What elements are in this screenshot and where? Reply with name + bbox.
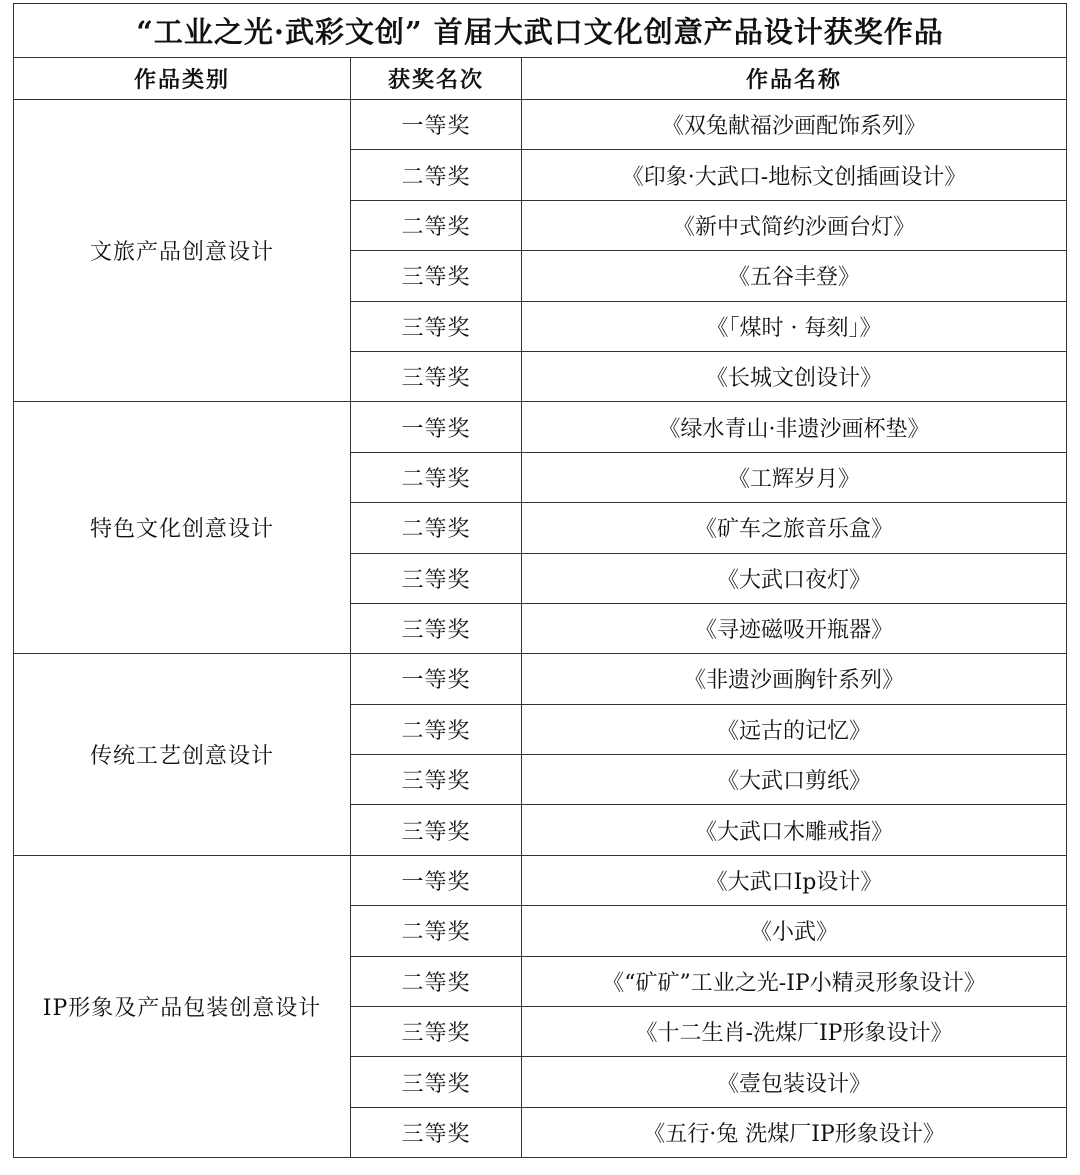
- table-row: [14, 855, 1067, 905]
- work-title-cell: 《小武》: [522, 906, 1067, 956]
- rank-cell: 三等奖: [351, 301, 522, 351]
- awards-table: [13, 3, 1067, 1158]
- rank-cell: 一等奖: [351, 402, 522, 452]
- work-title-cell: 《五行·兔 洗煤厂IP形象设计》: [522, 1107, 1067, 1157]
- awards-document: [13, 3, 1066, 1158]
- work-title-cell: 《长城文创设计》: [522, 351, 1067, 401]
- table-body: [14, 100, 1067, 1158]
- rank-cell: 二等奖: [351, 452, 522, 502]
- work-title-cell: 《「煤时 · 每刻」》: [522, 301, 1067, 351]
- work-title-cell: 《新中式简约沙画台灯》: [522, 200, 1067, 250]
- rank-cell: 二等奖: [351, 906, 522, 956]
- table-row: [14, 654, 1067, 704]
- work-title-cell: 《大武口夜灯》: [522, 553, 1067, 603]
- rank-cell: 一等奖: [351, 654, 522, 704]
- header-work: 作品名称: [522, 58, 1067, 100]
- work-title-cell: 《寻迹磁吸开瓶器》: [522, 603, 1067, 653]
- rank-cell: 一等奖: [351, 100, 522, 150]
- header-category: 作品类别: [14, 58, 351, 100]
- table-row: [14, 100, 1067, 150]
- work-title-cell: 《非遗沙画胸针系列》: [522, 654, 1067, 704]
- rank-cell: 二等奖: [351, 704, 522, 754]
- rank-cell: 三等奖: [351, 805, 522, 855]
- work-title-cell: 《大武口剪纸》: [522, 755, 1067, 805]
- work-title-cell: 《绿水青山·非遗沙画杯垫》: [522, 402, 1067, 452]
- rank-cell: 二等奖: [351, 956, 522, 1006]
- rank-cell: 二等奖: [351, 200, 522, 250]
- rank-cell: 二等奖: [351, 150, 522, 200]
- category-cell: 特色文化创意设计: [14, 402, 351, 654]
- rank-cell: 二等奖: [351, 503, 522, 553]
- rank-cell: 三等奖: [351, 1007, 522, 1057]
- rank-cell: 三等奖: [351, 1107, 522, 1157]
- work-title-cell: 《五谷丰登》: [522, 251, 1067, 301]
- category-cell: IP形象及产品包装创意设计: [14, 855, 351, 1157]
- work-title-cell: 《印象·大武口-地标文创插画设计》: [522, 150, 1067, 200]
- rank-cell: 三等奖: [351, 553, 522, 603]
- work-title-cell: 《工辉岁月》: [522, 452, 1067, 502]
- work-title-cell: 《十二生肖-洗煤厂IP形象设计》: [522, 1007, 1067, 1057]
- rank-cell: 一等奖: [351, 855, 522, 905]
- rank-cell: 三等奖: [351, 603, 522, 653]
- rank-cell: 三等奖: [351, 351, 522, 401]
- work-title-cell: 《大武口木雕戒指》: [522, 805, 1067, 855]
- title-row: [14, 4, 1067, 58]
- rank-cell: 三等奖: [351, 251, 522, 301]
- rank-cell: 三等奖: [351, 755, 522, 805]
- table-title: “工业之光·武彩文创” 首届大武口文化创意产品设计获奖作品: [14, 4, 1067, 58]
- table-row: [14, 402, 1067, 452]
- category-cell: 文旅产品创意设计: [14, 100, 351, 402]
- work-title-cell: 《壹包装设计》: [522, 1057, 1067, 1107]
- work-title-cell: 《远古的记忆》: [522, 704, 1067, 754]
- work-title-cell: 《矿车之旅音乐盒》: [522, 503, 1067, 553]
- work-title-cell: 《双兔献福沙画配饰系列》: [522, 100, 1067, 150]
- rank-cell: 三等奖: [351, 1057, 522, 1107]
- work-title-cell: 《“矿矿”工业之光-IP小精灵形象设计》: [522, 956, 1067, 1006]
- header-row: [14, 58, 1067, 100]
- work-title-cell: 《大武口Ip设计》: [522, 855, 1067, 905]
- header-rank: 获奖名次: [351, 58, 522, 100]
- category-cell: 传统工艺创意设计: [14, 654, 351, 856]
